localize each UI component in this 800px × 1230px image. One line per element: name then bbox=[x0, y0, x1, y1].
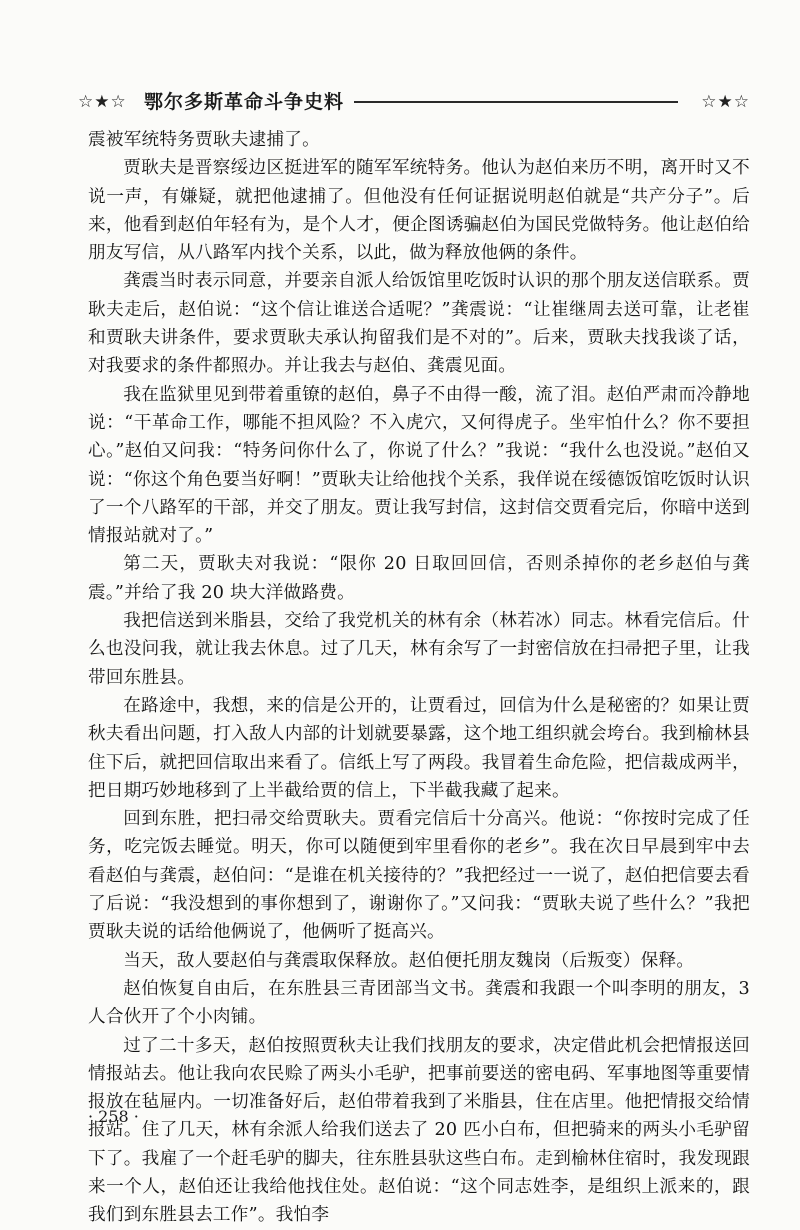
running-header bbox=[78, 88, 750, 116]
paragraph: 过了二十多天，赵伯按照贾秋夫让我们找朋友的要求，决定借此机会把情报送回情报站去。他让我向农民赊了两头小毛驴，把事前要送的密电码、军事地图等重要情报放在毡屉内。一切准备好后，赵伯带着我到了米脂县，住在店里。他把情报交给情报站。住了几天，林有余派人给我们送去了 20 匹小白布，但把骑来的两头小毛驴留下了。我雇了一个赶毛驴的脚夫，往东胜县驮这些白布。走到榆林住宿时，我发现跟来一个人，赵伯还让我给他找住处。赵伯说：“这个同志姓李，是组织上派来的，跟我们到东胜县去工作”。我怕李 bbox=[88, 1035, 750, 1226]
left-star-ornament: ☆★☆ bbox=[78, 92, 127, 112]
running-header-title: 鄂尔多斯革命斗争史料 bbox=[144, 91, 345, 113]
paragraph: 我在监狱里见到带着重镣的赵伯，鼻子不由得一酸，流了泪。赵伯严肃而冷静地说：“干革命工作，哪能不担风险？不入虎穴，又何得虎子。坐牢怕什么？你不要担心。”赵伯又问我：“特务问你什么了，你说了什么？”我说：“我什么也没说。”赵伯又说：“你这个角色要当好啊！”贾耿夫让给他找个关系，我佯说在绥德饭馆吃饭时认识了一个八路军的干部，并交了朋友。贾让我写封信，这封信交贾看完后，你暗中送到情报站就对了。” bbox=[88, 384, 750, 547]
paragraph: 在路途中，我想，来的信是公开的，让贾看过，回信为什么是秘密的？如果让贾秋夫看出问题，打入敌人内部的计划就要暴露，这个地工组织就会垮台。我到榆林县住下后，就把回信取出来看了。信纸上写了两段。我冒着生命危险，把信裁成两半，把日期巧妙地移到了上半截给贾的信上，下半截我藏了起来。 bbox=[88, 695, 750, 801]
paragraph-continued: 震被军统特务贾耿夫逮捕了。 bbox=[88, 130, 320, 150]
paragraph: 当天，敌人要赵伯与龚震取保释放。赵伯便托朋友魏岗（后叛变）保释。 bbox=[123, 950, 695, 971]
paragraph: 我把信送到米脂县，交给了我党机关的林有余（林若冰）同志。林看完信后。什么也没问我，就让我去休息。过了几天，林有余写了一封密信放在扫帚把子里，让我带回东胜县。 bbox=[88, 611, 750, 688]
paragraph: 龚震当时表示同意，并要亲自派人给饭馆里吃饭时认识的那个朋友送信联系。贾耿夫走后，赵伯说：“这个信让谁送合适呢？”龚震说：“让崔继周去送可靠，让老崔和贾耿夫讲条件，要求贾耿夫承认拘留我们是不对的”。后来，贾耿夫找我谈了话，对我要求的条件都照办。并让我去与赵伯、龚震见面。 bbox=[88, 271, 750, 377]
paragraph: 贾耿夫是晋察绥边区挺进军的随军军统特务。他认为赵伯来历不明，离开时又不说一声，有嫌疑，就把他逮捕了。但他没有任何证据说明赵伯就是“共产分子”。后来，他看到赵伯年轻有为，是个人才，便企图诱骗赵伯为国民党做特务。他让赵伯给朋友写信，从八路军内找个关系，以此，做为释放他俩的条件。 bbox=[88, 158, 750, 264]
paragraph: 回到东胜，把扫帚交给贾耿夫。贾看完信后十分高兴。他说：“你按时完成了任务，吃完饭去睡觉。明天，你可以随便到牢里看你的老乡”。我在次日早晨到牢中去看赵伯与龚震，赵伯问：“是谁在机关接待的？”我把经过一一说了，赵伯把信要去看了后说：“我没想到的事你想到了，谢谢你了。”又问我：“贾耿夫说了些什么？”我把贾耿夫说的话给他俩说了，他俩听了挺高兴。 bbox=[88, 809, 750, 943]
page-number: · 258 · bbox=[88, 1107, 139, 1126]
body-text bbox=[88, 126, 750, 1230]
paragraph: 赵伯恢复自由后，在东胜县三青团部当文书。龚震和我跟一个叫李明的朋友，3 人合伙开了个小肉铺。 bbox=[88, 978, 750, 1028]
right-star-ornament: ☆★☆ bbox=[701, 92, 750, 112]
header-rule bbox=[354, 101, 678, 103]
paragraph: 第二天，贾耿夫对我说：“限你 20 日取回回信，否则杀掉你的老乡赵伯与龚震。”并给了我 20 块大洋做路费。 bbox=[88, 554, 750, 603]
